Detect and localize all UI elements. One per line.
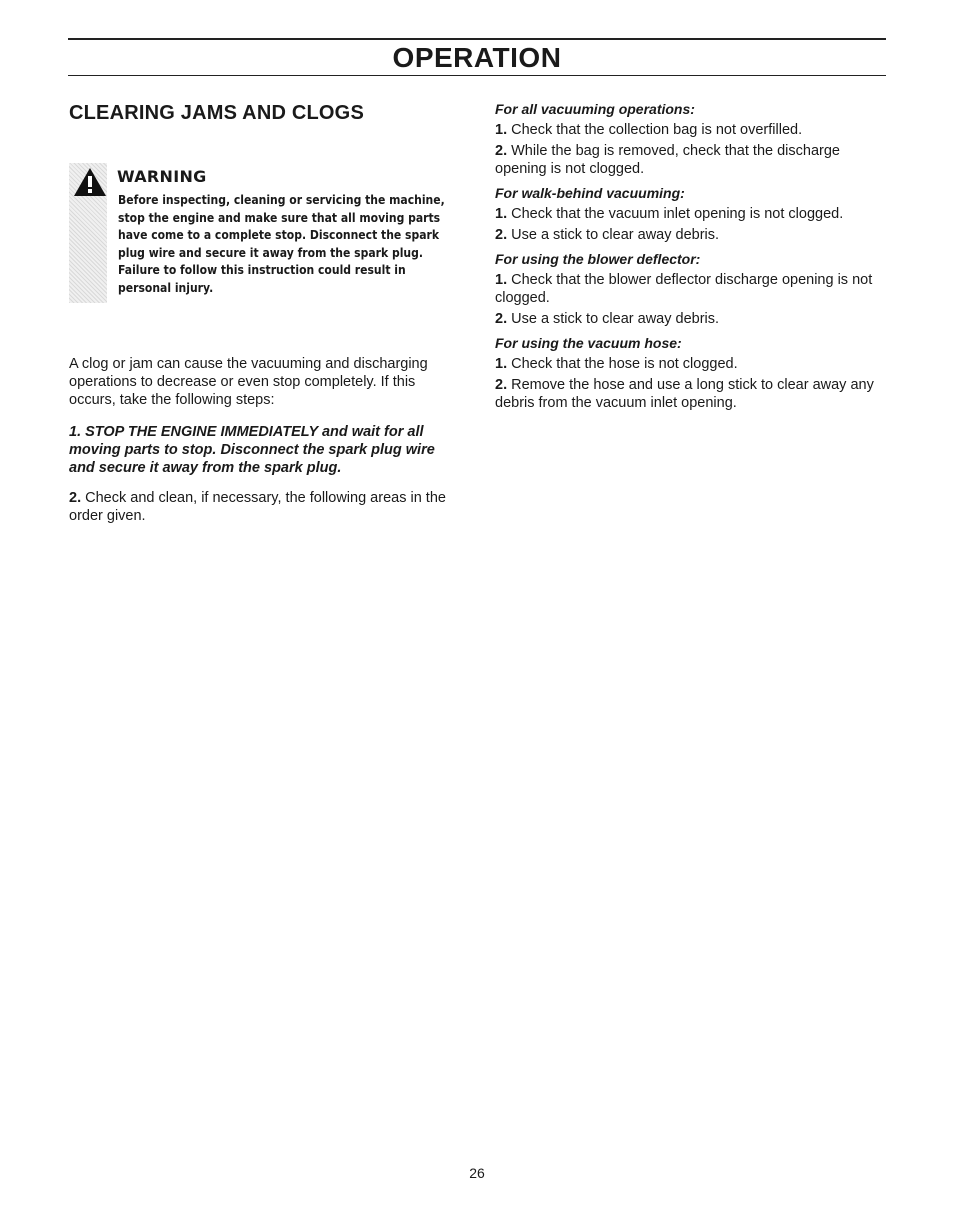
group-heading: For walk-behind vacuuming: <box>495 185 685 201</box>
item-number: 1. <box>495 122 508 138</box>
list-item <box>495 205 887 223</box>
list-item <box>495 121 887 139</box>
list-item <box>495 355 887 373</box>
step-2 <box>69 489 459 525</box>
step-1-text: STOP THE ENGINE IMMEDIATELY and wait for all moving parts to stop. Disconnect the spark plug wire and secure it away from the spark plug. <box>69 424 435 476</box>
item-number: 2. <box>495 311 508 327</box>
item-text: Check that the vacuum inlet opening is not clogged. <box>511 206 844 222</box>
header-rule-bottom <box>68 75 886 76</box>
list-item <box>495 376 887 412</box>
left-column <box>69 100 459 525</box>
section-title: CLEARING JAMS AND CLOGS <box>69 102 364 124</box>
right-column <box>495 100 887 412</box>
item-number: 2. <box>495 377 508 393</box>
list-item <box>495 271 887 307</box>
item-text: Remove the hose and use a long stick to clear away any debris from the vacuum inlet opening. <box>495 377 874 411</box>
list-item <box>495 142 887 178</box>
step-1 <box>69 423 459 477</box>
group-walk-behind <box>495 184 887 244</box>
group-heading: For all vacuuming operations: <box>495 101 695 117</box>
step-1-number: 1. <box>69 424 82 440</box>
intro-paragraph: A clog or jam can cause the vacuuming and discharging operations to decrease or even stop completely. If this occurs, take the following steps: <box>69 356 428 408</box>
warning-heading: WARNING <box>117 167 207 186</box>
warning-box <box>69 163 459 305</box>
item-number: 1. <box>495 206 508 222</box>
item-text: Use a stick to clear away debris. <box>511 227 720 243</box>
list-item <box>495 226 887 244</box>
group-vacuum-hose <box>495 334 887 412</box>
item-text: Check that the collection bag is not overfilled. <box>511 122 803 138</box>
group-heading: For using the blower deflector: <box>495 251 701 267</box>
list-item <box>495 310 887 328</box>
warning-text: Before inspecting, cleaning or servicing the machine, stop the engine and make sure that all moving parts have come to a complete stop. Disconnect the spark plug wire and secure it away from the spark plug. Failure to follow this instruction could result in personal injury. <box>118 192 445 295</box>
item-number: 1. <box>495 272 508 288</box>
warning-triangle-icon <box>73 167 107 197</box>
step-2-text: Check and clean, if necessary, the following areas in the order given. <box>69 490 446 524</box>
page-title: OPERATION <box>392 42 562 73</box>
item-text: While the bag is removed, check that the discharge opening is not clogged. <box>495 143 840 177</box>
item-text: Check that the hose is not clogged. <box>511 356 738 372</box>
group-all-vacuuming <box>495 100 887 178</box>
item-number: 1. <box>495 356 508 372</box>
item-number: 2. <box>495 143 508 159</box>
step-2-number: 2. <box>69 490 82 506</box>
item-text: Use a stick to clear away debris. <box>511 311 720 327</box>
group-blower-deflector <box>495 250 887 328</box>
page-number: 26 <box>469 1165 485 1181</box>
item-text: Check that the blower deflector discharge opening is not clogged. <box>495 272 873 306</box>
item-number: 2. <box>495 227 508 243</box>
group-heading: For using the vacuum hose: <box>495 335 682 351</box>
